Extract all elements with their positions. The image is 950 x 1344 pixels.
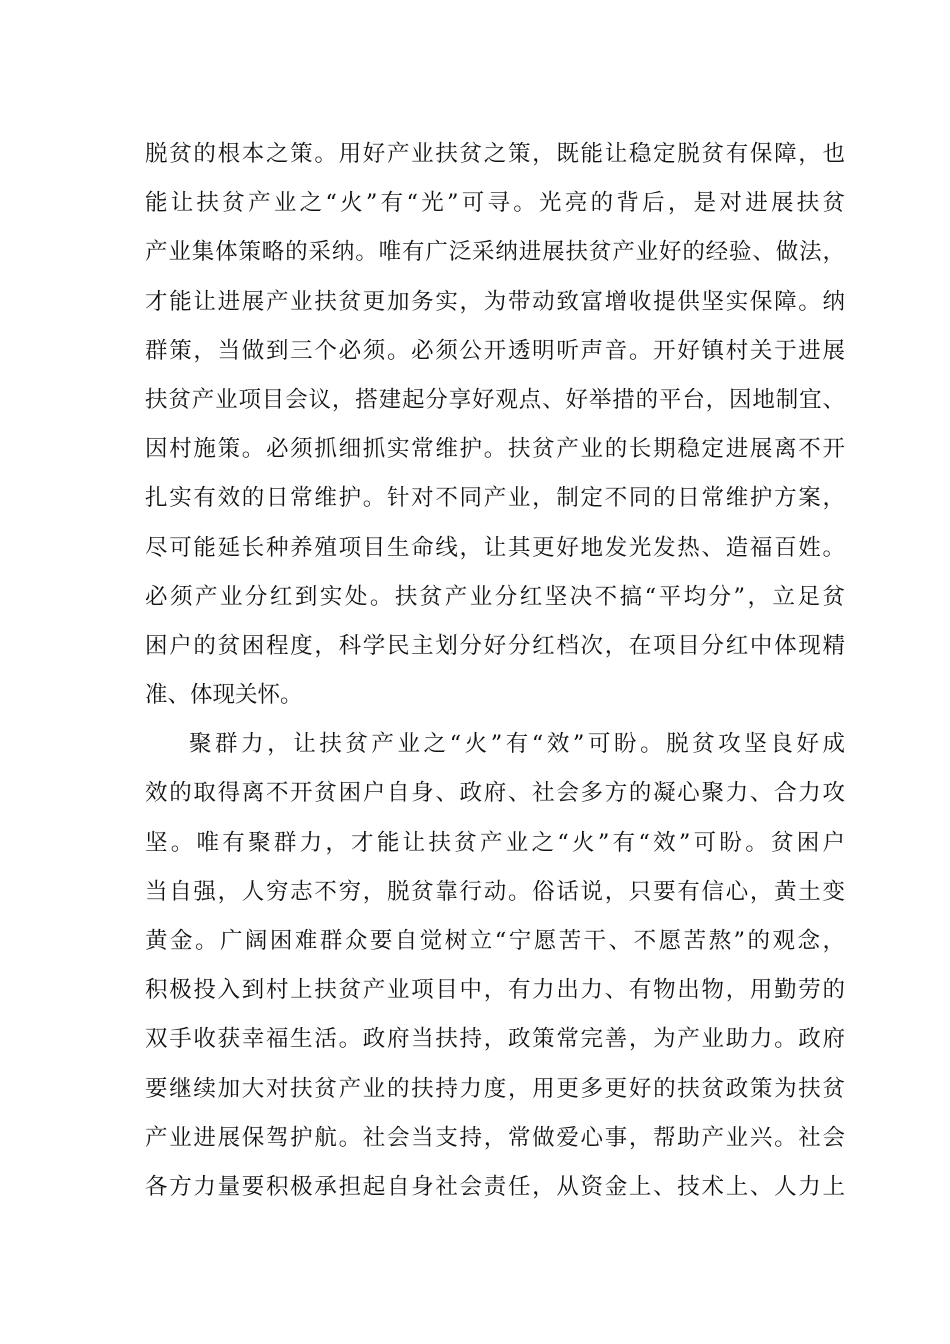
- text-line: 准、体现关怀。: [145, 682, 303, 709]
- text-line: 困户的贫困程度，科学民主划分好分红档次，在项目分红中体现精: [145, 632, 845, 659]
- text-line: 因村施策。必须抓细抓实常维护。扶贫产业的长期稳定进展离不开: [145, 436, 845, 463]
- text-line: 脱贫的根本之策。用好产业扶贫之策，既能让稳定脱贫有保障，也: [145, 141, 845, 167]
- body-text: [145, 130, 845, 1212]
- text-line: 当自强，人穷志不穷，脱贫靠行动。俗话说，只要有信心，黄土变: [145, 878, 845, 905]
- text-line: 各方力量要积极承担起自身社会责任，从资金上、技术上、人力上: [145, 1173, 845, 1200]
- text-line: 扶贫产业项目会议，搭建起分享好观点、好举措的平台，因地制宜、: [145, 386, 845, 413]
- text-line: 黄金。广阔困难群众要自觉树立“宁愿苦干、不愿苦熬”的观念，: [145, 928, 845, 954]
- text-line: 必须产业分红到实处。扶贫产业分红坚决不搞“平均分”，立足贫: [145, 583, 845, 610]
- text-line: 要继续加大对扶贫产业的扶持力度，用更多更好的扶贫政策为扶贫: [145, 1075, 845, 1102]
- text-line: 扎实有效的日常维护。针对不同产业，制定不同的日常维护方案，: [145, 485, 845, 512]
- text-line: 产业集体策略的采纳。唯有广泛采纳进展扶贫产业好的经验、做法，: [145, 239, 845, 266]
- text-line: 产业进展保驾护航。社会当支持，常做爱心事，帮助产业兴。社会: [145, 1124, 845, 1151]
- text-line: 双手收获幸福生活。政府当扶持，政策常完善，为产业助力。政府: [145, 1026, 845, 1053]
- text-line: 才能让进展产业扶贫更加务实，为带动致富增收提供坚实保障。纳: [145, 288, 845, 315]
- text-line: 群策，当做到三个必须。必须公开透明听声音。开好镇村关于进展: [145, 337, 845, 364]
- text-line: 能让扶贫产业之“火”有“光”可寻。光亮的背后，是对进展扶贫: [145, 190, 845, 217]
- paragraph-start-line: 聚群力，让扶贫产业之“火”有“效”可盼。脱贫攻坚良好成: [189, 731, 845, 758]
- text-line: 积极投入到村上扶贫产业项目中，有力出力、有物出物，用勤劳的: [145, 977, 845, 1004]
- text-line: 坚。唯有聚群力，才能让扶贫产业之“火”有“效”可盼。贫困户: [145, 829, 845, 856]
- text-line: 效的取得离不开贫困户自身、政府、社会多方的凝心聚力、合力攻: [145, 780, 845, 807]
- text-line: 尽可能延长种养殖项目生命线，让其更好地发光发热、造福百姓。: [145, 534, 845, 561]
